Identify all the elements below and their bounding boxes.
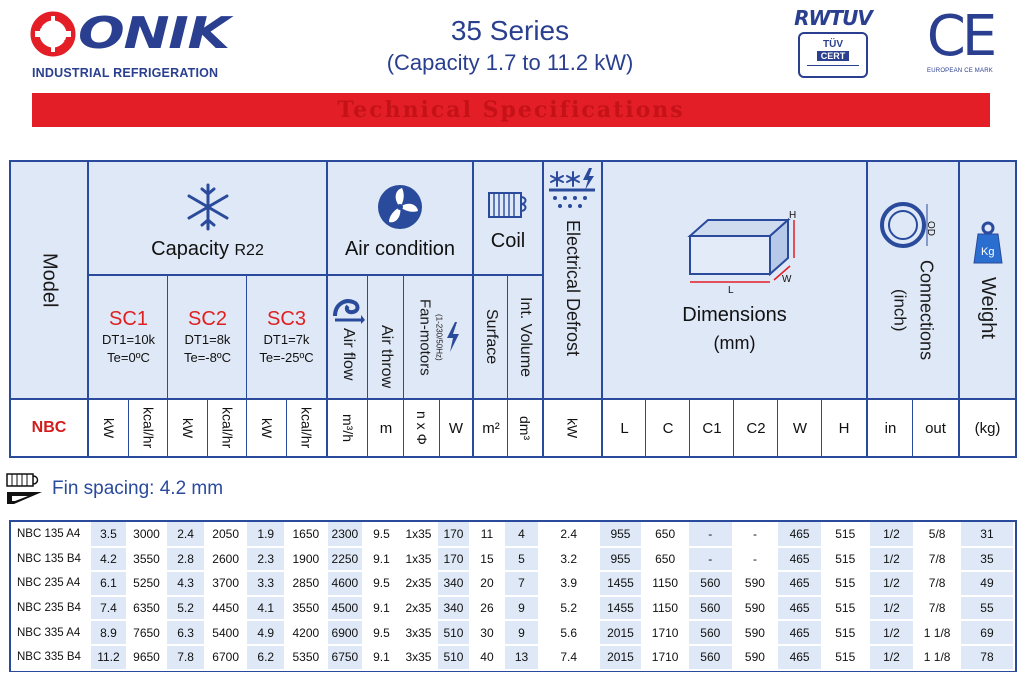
table-cell: 1 1/8 [914,645,960,670]
table-cell: 340 [437,571,469,596]
model-unit-label: NBC [31,419,67,436]
table-cell: 1/2 [869,547,915,572]
air-flow-header: Air flow [340,327,357,381]
table-cell: 3550 [127,547,167,572]
table-row [11,522,1014,547]
table-cell: - [688,547,733,572]
sc2-header: SC2 DT1=8k Te=-8ºC [183,308,232,365]
ce-caption: EUROPEAN CE MARK [927,68,993,74]
capacity-header: Capacity [151,237,229,260]
fan-icon [375,182,425,232]
unit-sc2-kw: kW [180,417,196,439]
table-cell: 69 [960,620,1014,645]
connections-header: Connections [916,259,937,361]
table-cell: 26 [470,596,505,621]
dimensions-header: Dimensions [682,304,787,326]
table-cell: 2x35 [400,596,438,621]
table-cell: 55 [960,596,1014,621]
unit-defrost: kW [564,417,581,439]
unit-sc2-kcal: kcal/hr [219,407,236,449]
table-cell: 3x35 [400,645,438,670]
table-cell: 3700 [205,571,247,596]
unit-sc3-kw: kW [259,417,275,439]
table-cell: 340 [437,596,469,621]
table-cell: 9.1 [363,547,400,572]
table-cell: 1455 [599,571,643,596]
table-cell: 3.3 [246,571,285,596]
table-cell: 560 [688,620,733,645]
dim-label-w: W [781,274,791,285]
table-cell: 3.2 [539,547,599,572]
table-cell: 4.3 [166,571,205,596]
table-cell: 515 [822,645,869,670]
table-cell: 7/8 [914,596,960,621]
section-banner-text: Technical Specifications [337,97,685,123]
page-subtitle: (Capacity 1.7 to 11.2 kW) [386,50,634,75]
table-cell: 4200 [285,620,327,645]
table-cell: 515 [822,620,869,645]
model-header: Model [38,252,61,308]
table-cell: 3x35 [400,620,438,645]
table-cell: 590 [733,620,778,645]
unit-sc1-kcal: kcal/hr [140,407,157,449]
table-cell: 1/2 [869,645,915,670]
unit-fan-power: W [448,419,464,437]
dim-label-h: H [788,210,796,221]
table-cell: 4 [504,522,539,547]
model-cell: NBC 335 B4 [11,645,90,670]
fan-motors-spec: (1-230/50Hz) [434,313,444,361]
table-cell: 9.5 [363,571,400,596]
defrost-icon [547,168,599,212]
sc3-header: SC3 DT1=7k Te=-25ºC [259,308,314,365]
table-cell: 35 [960,547,1014,572]
table-cell: 5/8 [914,522,960,547]
table-cell: 4600 [327,571,364,596]
table-cell: 15 [470,547,505,572]
table-cell: 1/2 [869,620,915,645]
fin-coil-icon [6,472,42,506]
table-cell: 560 [688,596,733,621]
table-row [11,571,1014,596]
table-cell: 7.4 [90,596,127,621]
table-cell: 5.6 [539,620,599,645]
table-cell: 590 [733,596,778,621]
table-cell: 7 [504,571,539,596]
model-cell: NBC 135 A4 [11,522,90,547]
table-cell: 9 [504,620,539,645]
table-cell: 6700 [205,645,247,670]
unit-sc1-kw: kW [101,417,117,439]
table-cell: 515 [822,522,869,547]
table-cell: 1150 [642,596,688,621]
dimensions-box-icon [670,206,800,296]
table-cell: 1900 [285,547,327,572]
table-cell: 2.8 [166,547,205,572]
dim-label-l: L [727,285,734,296]
table-cell: 515 [822,547,869,572]
unit-dim-c1: C1 [702,419,722,437]
table-cell: 2x35 [400,571,438,596]
lightning-bolt-icon [446,322,460,352]
table-cell: 6.3 [166,620,205,645]
table-cell: 955 [599,522,643,547]
air-flow-icon [331,294,365,324]
table-cell: 6900 [327,620,364,645]
table-cell: 11.2 [90,645,127,670]
model-cell: NBC 235 A4 [11,571,90,596]
table-cell: 5250 [127,571,167,596]
page-title: 35 Series [450,15,570,46]
table-cell: 2600 [205,547,247,572]
table-cell: 5.2 [539,596,599,621]
table-cell: 7.4 [539,645,599,670]
table-cell: 49 [960,571,1014,596]
logo-subtitle: INDUSTRIAL REFRIGERATION [32,66,219,80]
table-cell: 955 [599,547,643,572]
unit-dim-l: L [620,419,629,437]
table-cell: 8.9 [90,620,127,645]
unit-dim-w: W [792,419,808,437]
table-cell: 170 [437,522,469,547]
table-cell: 1/2 [869,596,915,621]
table-cell: 9.5 [363,620,400,645]
table-cell: 465 [777,645,822,670]
table-cell: 465 [777,547,822,572]
table-cell: 560 [688,571,733,596]
table-cell: 78 [960,645,1014,670]
table-cell: 4450 [205,596,247,621]
table-cell: 30 [470,620,505,645]
coil-icon [487,190,529,220]
table-cell: 9 [504,596,539,621]
surface-header: Surface [483,309,500,365]
table-cell: 650 [642,547,688,572]
table-cell: 6350 [127,596,167,621]
fan-motors-header: Fan-motors [416,298,434,376]
weight-icon-label: Kg [980,246,994,259]
table-cell: 465 [777,522,822,547]
spec-header-table [9,160,1017,458]
table-cell: 1/2 [869,571,915,596]
table-cell: 1 1/8 [914,620,960,645]
table-cell: 6.1 [90,571,127,596]
table-cell: 1710 [642,645,688,670]
logo-arrows-icon [30,11,76,57]
table-cell: 650 [642,522,688,547]
connections-unit: (inch) [890,288,910,332]
table-cell: 4500 [327,596,364,621]
unit-conn-out: out [925,419,946,437]
table-cell: 11 [470,522,505,547]
table-cell: 510 [437,620,469,645]
sc1-header: SC1 DT1=10k Te=0ºC [101,308,156,365]
model-cell: NBC 235 B4 [11,596,90,621]
table-cell: 20 [470,571,505,596]
table-cell: 4.1 [246,596,285,621]
table-cell: 465 [777,596,822,621]
table-cell: - [733,547,778,572]
table-cell: 7/8 [914,547,960,572]
table-cell: 2015 [599,645,643,670]
specifications-table [9,520,1017,672]
table-cell: 9.1 [363,596,400,621]
table-cell: 5350 [285,645,327,670]
ce-certification [910,4,1010,74]
section-banner [32,93,990,127]
od-label: OD [925,220,936,236]
table-row [11,645,1014,670]
table-cell: 1.9 [246,522,285,547]
air-condition-header: Air condition [344,237,456,260]
table-cell: 5400 [205,620,247,645]
table-cell: 170 [437,547,469,572]
table-cell: 1710 [642,620,688,645]
table-cell: 2300 [327,522,364,547]
table-cell: 3.5 [90,522,127,547]
table-cell: 590 [733,645,778,670]
dimensions-unit: (mm) [713,333,756,353]
fin-spacing-note [6,472,223,506]
table-cell: 465 [777,571,822,596]
table-cell: 3000 [127,522,167,547]
unit-surface: m² [482,419,500,437]
table-cell: 2250 [327,547,364,572]
rwtuv-logo: RWTUV [794,6,872,30]
unit-conn-in: in [884,419,897,437]
table-cell: 2.4 [166,522,205,547]
table-cell: 4.9 [246,620,285,645]
table-cell: 3.9 [539,571,599,596]
table-cell: 1650 [285,522,327,547]
table-cell: 9.1 [363,645,400,670]
table-cell: 13 [504,645,539,670]
int-volume-header: Int. Volume [517,296,534,378]
table-cell: 1/2 [869,522,915,547]
table-cell: 7650 [127,620,167,645]
logo-wordmark: ONIK [78,8,229,59]
table-cell: 40 [470,645,505,670]
coil-header: Coil [490,229,526,252]
table-cell: - [688,522,733,547]
table-cell: 2050 [205,522,247,547]
snowflake-icon [182,182,234,232]
table-cell: 4.2 [90,547,127,572]
air-throw-header: Air throw [378,325,395,389]
table-cell: 2015 [599,620,643,645]
fin-spacing-label: Fin spacing: 4.2 mm [52,478,224,499]
table-cell: 515 [822,571,869,596]
company-logo [30,6,260,86]
ce-mark-logo: CE [926,4,994,69]
table-cell: 1x35 [400,522,438,547]
weight-header: Weight [977,277,999,339]
series-title-block [340,14,680,78]
table-cell: 7/8 [914,571,960,596]
table-cell: 590 [733,571,778,596]
table-cell: 6.2 [246,645,285,670]
table-cell: 1150 [642,571,688,596]
unit-sc3-kcal: kcal/hr [298,407,315,449]
tuv-cert-badge: TÜV CERT [798,32,868,78]
unit-fan-qty: n x Φ [414,411,430,445]
table-cell: 2850 [285,571,327,596]
table-cell: 5.2 [166,596,205,621]
table-cell: - [733,522,778,547]
table-cell: 465 [777,620,822,645]
table-cell: 1x35 [400,547,438,572]
table-cell: 3550 [285,596,327,621]
unit-int-volume: dm³ [517,415,533,441]
table-cell: 31 [960,522,1014,547]
table-cell: 560 [688,645,733,670]
unit-dim-c2: C2 [746,419,766,437]
table-cell: 9650 [127,645,167,670]
table-row [11,620,1014,645]
table-cell: 7.8 [166,645,205,670]
table-cell: 2.3 [246,547,285,572]
model-cell: NBC 135 B4 [11,547,90,572]
unit-dim-h: H [838,419,850,437]
table-cell: 515 [822,596,869,621]
table-cell: 5 [504,547,539,572]
table-row [11,547,1014,572]
unit-air-flow: m³/h [340,414,356,442]
pipe-connection-icon [877,200,949,250]
unit-weight: (kg) [974,419,1001,437]
table-cell: 1455 [599,596,643,621]
refrigerant-label: R22 [234,241,264,259]
table-cell: 9.5 [363,522,400,547]
electrical-defrost-header: Electrical Defrost [563,220,583,357]
unit-dim-c: C [662,419,674,437]
table-cell: 510 [437,645,469,670]
table-cell: 6750 [327,645,364,670]
model-cell: NBC 335 A4 [11,620,90,645]
unit-air-throw: m [379,419,393,437]
table-cell: 2.4 [539,522,599,547]
weight-icon [973,221,1003,265]
rwtuv-certification [790,6,876,78]
table-row [11,596,1014,621]
